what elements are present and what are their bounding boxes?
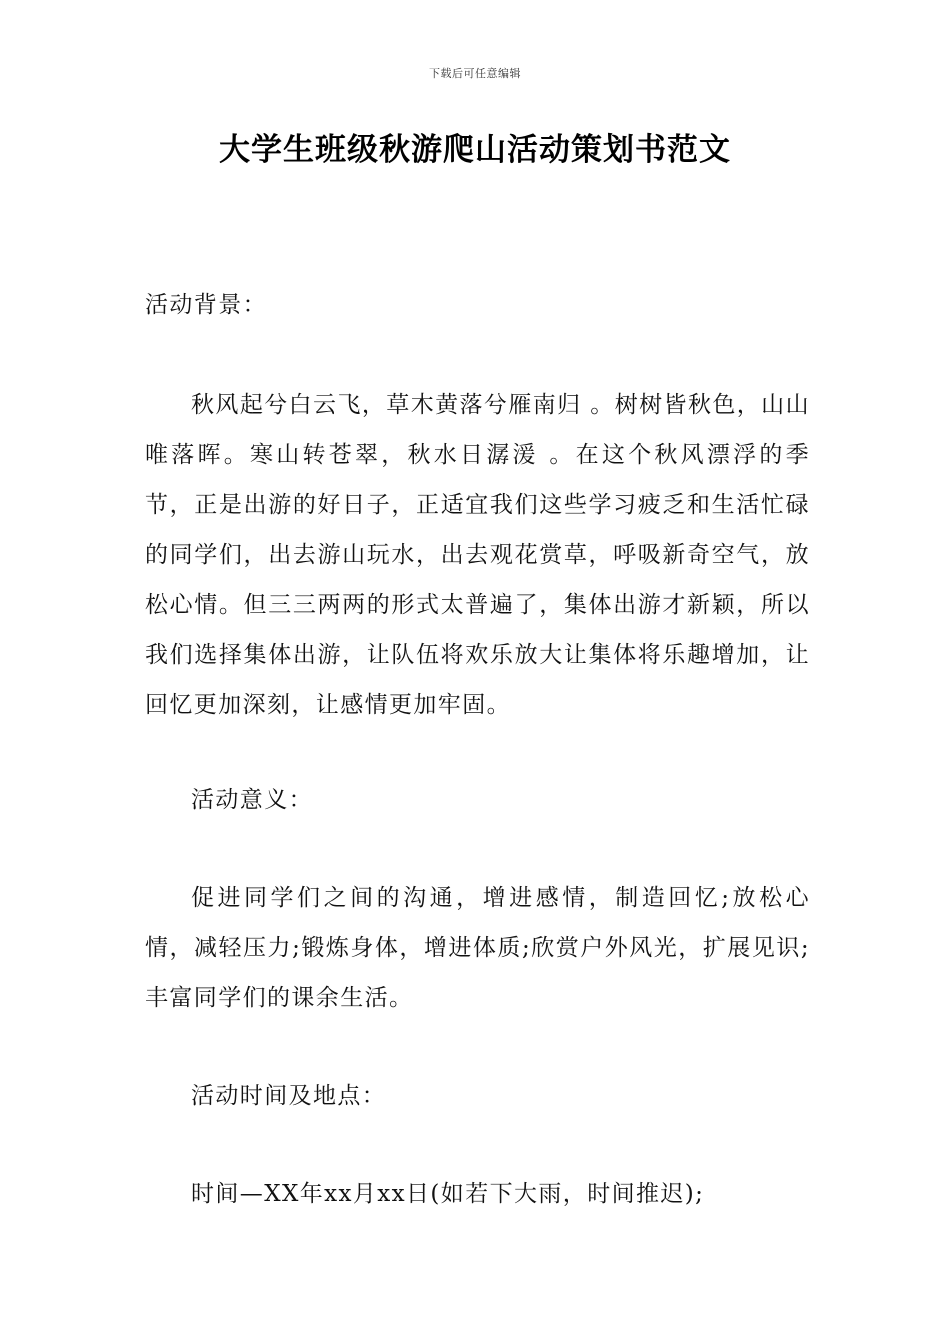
document-title: 大学生班级秋游爬山活动策划书范文: [219, 132, 731, 168]
document-body: [145, 280, 810, 1219]
meaning-heading: 活动意义：: [191, 787, 313, 813]
time-line: 时间—XX年xx月xx日(如若下大雨，时间推迟);: [191, 1181, 705, 1207]
time-place-heading: 活动时间及地点：: [191, 1083, 387, 1109]
background-paragraph: 秋风起兮白云飞，草木黄落兮雁南归 。树树皆秋色，山山唯落晖。寒山转苍翠，秋水日潺湲 。在这个秋风漂浮的季节，正是出游的好日子，正适宜我们这些学习疲乏和生活忙碌的同学们，出去游山玩水，出去观花赏草，呼吸新奇空气，放松心情。但三三两两的形式太普遍了，集体出游才新颖，所以我们选择集体出游，让队伍将欢乐放大让集体将乐趣增加，让回忆更加深刻，让感情更加牢固。: [145, 392, 810, 718]
meaning-paragraph: 促进同学们之间的沟通，增进感情，制造回忆;放松心情，减轻压力;锻炼身体，增进体质;欣赏户外风光，扩展见识;丰富同学们的课余生活。: [145, 885, 810, 1011]
background-heading: 活动背景：: [145, 292, 267, 318]
header-note: 下载后可任意编辑: [429, 67, 521, 80]
